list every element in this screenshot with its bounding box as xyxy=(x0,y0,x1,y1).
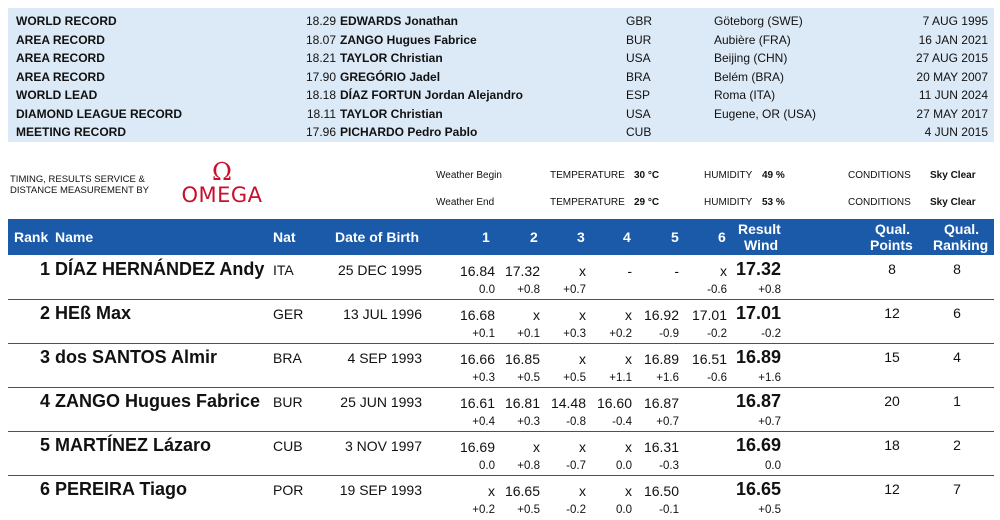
attempt-4-wind: +1.1 xyxy=(609,372,632,384)
attempt-6-mark: x xyxy=(720,263,727,279)
results-header xyxy=(8,219,994,255)
athlete-dob: 13 JUL 1996 xyxy=(343,306,422,322)
qual-ranking: 4 xyxy=(953,349,961,365)
best-result: 16.89 xyxy=(735,347,781,367)
attempt-4-mark: 16.60 xyxy=(596,395,632,411)
humidity-begin-value: 49 % xyxy=(762,170,785,181)
record-date: 27 AUG 2015 xyxy=(915,51,988,65)
record-date: 11 JUN 2024 xyxy=(918,88,988,102)
attempt-2-wind: +0.8 xyxy=(517,460,540,472)
conditions-value xyxy=(930,170,976,181)
athlete-nat: POR xyxy=(273,482,304,498)
attempt-3-wind: +0.7 xyxy=(563,284,586,296)
athlete-rank: 6 xyxy=(39,479,50,499)
attempt-3-wind: +0.3 xyxy=(563,328,586,340)
record-holder: PICHARDO Pedro Pablo xyxy=(340,125,478,139)
attempt-5-wind: -0.9 xyxy=(659,328,679,340)
attempt-1-mark: x xyxy=(488,483,495,499)
attempt-3-mark: x xyxy=(579,263,586,279)
records-table xyxy=(8,8,994,142)
attempt-4-wind: 0.0 xyxy=(616,504,632,516)
attempt-1-mark: 16.84 xyxy=(459,263,495,279)
attempt-5-wind: +1.6 xyxy=(656,372,679,384)
record-venue: Göteborg (SWE) xyxy=(714,14,803,28)
record-nat: GBR xyxy=(626,14,653,28)
header-attempt-5: 5 xyxy=(671,229,679,245)
attempt-4-mark: x xyxy=(625,307,632,323)
attempt-5-mark: 16.92 xyxy=(643,307,679,323)
header-attempt-4: 4 xyxy=(623,229,631,245)
header-qual-ranking-2: Ranking xyxy=(933,237,989,253)
temperature-value xyxy=(634,197,659,208)
best-result: 16.69 xyxy=(735,435,781,455)
best-result-wind: +0.8 xyxy=(758,284,781,296)
humidity-label: HUMIDITY xyxy=(704,197,753,208)
attempt-2-wind: +0.5 xyxy=(517,504,540,516)
record-nat: BRA xyxy=(626,69,651,84)
qual-ranking: 1 xyxy=(953,393,961,409)
qual-points: 12 xyxy=(884,481,900,497)
qual-points: 8 xyxy=(888,261,896,277)
omega-symbol-icon: Ω xyxy=(212,158,232,186)
athlete-nat: ITA xyxy=(273,262,294,278)
record-row xyxy=(8,67,994,86)
record-date: 4 JUN 2015 xyxy=(924,125,988,139)
attempt-6-wind: -0.6 xyxy=(707,372,727,384)
qual-ranking: 2 xyxy=(953,437,961,453)
best-result-wind: +1.6 xyxy=(758,372,781,384)
record-date: 27 MAY 2017 xyxy=(916,106,988,121)
best-result-wind: 0.0 xyxy=(765,460,781,472)
record-nat: ESP xyxy=(626,88,651,102)
header-result: Result xyxy=(738,221,781,237)
record-holder: DÍAZ FORTUN Jordan Alejandro xyxy=(340,88,523,102)
humidity-label: HUMIDITY xyxy=(704,170,753,181)
attempt-1-mark: 16.61 xyxy=(459,395,495,411)
athlete-dob: 19 SEP 1993 xyxy=(339,482,422,498)
attempt-2-mark: 17.32 xyxy=(504,263,540,279)
attempt-6-wind: -0.6 xyxy=(707,284,727,296)
record-nat: USA xyxy=(626,51,651,65)
record-holder: TAYLOR Christian xyxy=(340,106,443,121)
record-mark: 17.90 xyxy=(305,69,336,84)
attempt-1-wind: 0.0 xyxy=(479,284,495,296)
conditions-label: CONDITIONS xyxy=(848,170,911,181)
record-type: DIAMOND LEAGUE RECORD xyxy=(16,106,183,121)
athlete-name: dos SANTOS Almir xyxy=(55,347,218,367)
attempt-4-wind: +0.2 xyxy=(609,328,632,340)
result-row xyxy=(8,388,994,432)
humidity-value xyxy=(762,170,785,181)
attempt-2-mark: 16.85 xyxy=(504,351,540,367)
attempt-5-mark: - xyxy=(674,263,679,279)
conditions-end-value: Sky Clear xyxy=(930,197,976,208)
humidity-end-value: 53 % xyxy=(762,197,785,208)
temperature-begin-value: 30 °C xyxy=(634,170,660,181)
qual-points: 12 xyxy=(884,305,900,321)
conditions-label: CONDITIONS xyxy=(848,197,911,208)
timing-label: TIMING, RESULTS SERVICE & DISTANCE MEASUREMENT BY xyxy=(10,174,150,196)
qual-points: 18 xyxy=(884,437,900,453)
weather-end-label: Weather End xyxy=(436,197,495,208)
record-row xyxy=(8,104,994,123)
temperature-label: TEMPERATURE xyxy=(550,197,625,208)
athlete-dob: 4 SEP 1993 xyxy=(347,350,422,366)
header-attempt-6: 6 xyxy=(718,229,726,245)
record-type: AREA RECORD xyxy=(16,69,105,84)
attempt-5-mark: 16.89 xyxy=(643,351,679,367)
athlete-rank: 1 xyxy=(39,259,50,279)
attempt-6-wind: -0.2 xyxy=(707,328,727,340)
qual-points: 15 xyxy=(884,349,900,365)
attempt-2-mark: x xyxy=(533,439,540,455)
header-attempt-1: 1 xyxy=(482,229,490,245)
attempt-1-mark: 16.66 xyxy=(459,351,495,367)
record-type: WORLD RECORD xyxy=(16,14,117,28)
attempt-3-wind: -0.7 xyxy=(566,460,586,472)
header-wind: Wind xyxy=(744,237,779,253)
athlete-dob: 25 JUN 1993 xyxy=(340,394,422,410)
attempt-6-mark: 17.01 xyxy=(691,307,727,323)
temperature-value xyxy=(634,170,659,181)
attempt-2-mark: x xyxy=(533,307,540,323)
best-result: 17.32 xyxy=(735,259,781,279)
record-venue: Eugene, OR (USA) xyxy=(714,106,817,121)
best-result: 16.65 xyxy=(735,479,781,499)
result-row xyxy=(8,256,994,300)
attempt-3-mark: 14.48 xyxy=(550,395,586,411)
record-venue: Beijing (CHN) xyxy=(714,51,788,65)
attempt-5-wind: +0.7 xyxy=(656,416,679,428)
record-holder: ZANGO Hugues Fabrice xyxy=(340,32,477,47)
athlete-nat: BRA xyxy=(273,350,302,366)
result-row xyxy=(8,432,994,476)
attempt-2-wind: +0.3 xyxy=(517,416,540,428)
attempt-2-wind: +0.8 xyxy=(517,284,540,296)
record-row xyxy=(8,85,994,104)
header-nat: Nat xyxy=(273,229,296,245)
athlete-name: HEß Max xyxy=(55,303,132,323)
attempt-4-mark: - xyxy=(627,263,632,279)
athlete-rank: 2 xyxy=(39,303,50,323)
header-attempt-2: 2 xyxy=(530,229,538,245)
attempt-3-wind: +0.5 xyxy=(563,372,586,384)
record-mark: 18.07 xyxy=(305,32,336,47)
best-result: 17.01 xyxy=(735,303,781,323)
best-result-wind: +0.7 xyxy=(758,416,781,428)
qual-ranking: 6 xyxy=(953,305,961,321)
attempt-2-mark: 16.65 xyxy=(504,483,540,499)
temperature-end-value: 29 °C xyxy=(634,197,660,208)
athlete-nat: CUB xyxy=(273,438,303,454)
omega-logo xyxy=(172,160,272,210)
athlete-rank: 3 xyxy=(39,347,50,367)
attempt-3-wind: -0.8 xyxy=(566,416,586,428)
header-qual-ranking-1: Qual. xyxy=(944,221,980,237)
attempt-1-wind: +0.3 xyxy=(472,372,495,384)
header-attempt-3: 3 xyxy=(577,229,585,245)
attempt-2-wind: +0.5 xyxy=(517,372,540,384)
athlete-name: MARTÍNEZ Lázaro xyxy=(55,435,212,455)
best-result-wind: -0.2 xyxy=(761,328,781,340)
attempt-4-mark: x xyxy=(625,351,632,367)
record-mark: 18.11 xyxy=(306,106,336,121)
athlete-nat: BUR xyxy=(273,394,303,410)
attempt-1-wind: +0.1 xyxy=(472,328,495,340)
attempt-3-wind: -0.2 xyxy=(566,504,586,516)
record-mark: 18.29 xyxy=(305,14,336,28)
athlete-nat: GER xyxy=(273,306,304,322)
header-rank: Rank xyxy=(14,229,49,245)
attempt-1-wind: +0.2 xyxy=(472,504,495,516)
record-venue: Roma (ITA) xyxy=(714,88,776,102)
attempt-5-wind: -0.1 xyxy=(659,504,679,516)
result-row xyxy=(8,344,994,388)
temperature-label: TEMPERATURE xyxy=(550,170,625,181)
record-mark: 17.96 xyxy=(305,125,336,139)
record-row xyxy=(8,30,994,49)
record-venue: Aubière (FRA) xyxy=(714,32,791,47)
attempt-3-mark: x xyxy=(579,483,586,499)
record-mark: 18.21 xyxy=(305,51,336,65)
athlete-rank: 5 xyxy=(39,435,50,455)
attempt-1-wind: 0.0 xyxy=(479,460,495,472)
attempt-2-mark: 16.81 xyxy=(504,395,540,411)
header-qual-points-2: Points xyxy=(870,237,913,253)
record-type: MEETING RECORD xyxy=(16,125,127,139)
record-nat: CUB xyxy=(626,125,652,139)
record-date: 7 AUG 1995 xyxy=(922,14,988,28)
athlete-dob: 3 NOV 1997 xyxy=(344,438,422,454)
attempt-3-mark: x xyxy=(579,351,586,367)
record-mark: 18.18 xyxy=(305,88,336,102)
attempt-3-mark: x xyxy=(579,439,586,455)
best-result: 16.87 xyxy=(735,391,781,411)
record-row xyxy=(8,11,994,30)
attempt-4-mark: x xyxy=(625,439,632,455)
athlete-rank: 4 xyxy=(39,391,50,411)
record-row xyxy=(8,48,994,67)
weather-begin-label: Weather Begin xyxy=(436,170,502,181)
record-holder: EDWARDS Jonathan xyxy=(340,14,459,28)
attempt-1-mark: 16.69 xyxy=(459,439,495,455)
best-result-wind: +0.5 xyxy=(758,504,781,516)
record-nat: USA xyxy=(626,106,651,121)
attempt-2-wind: +0.1 xyxy=(517,328,540,340)
attempt-5-mark: 16.31 xyxy=(643,439,679,455)
athlete-name: DÍAZ HERNÁNDEZ Andy xyxy=(55,259,265,279)
record-date: 16 JAN 2021 xyxy=(918,32,988,47)
result-row xyxy=(8,476,994,520)
record-nat: BUR xyxy=(626,32,652,47)
record-date: 20 MAY 2007 xyxy=(916,69,988,84)
attempt-5-mark: 16.87 xyxy=(643,395,679,411)
record-type: AREA RECORD xyxy=(16,51,105,65)
conditions-value xyxy=(930,197,976,208)
athlete-name: ZANGO Hugues Fabrice xyxy=(55,391,261,411)
record-venue: Belém (BRA) xyxy=(714,69,785,84)
omega-wordmark: OMEGA xyxy=(181,183,263,207)
humidity-value xyxy=(762,197,785,208)
result-row xyxy=(8,300,994,344)
qual-ranking: 8 xyxy=(953,261,961,277)
record-type: AREA RECORD xyxy=(16,32,105,47)
header-dob: Date of Birth xyxy=(335,229,419,245)
attempt-6-mark: 16.51 xyxy=(691,351,727,367)
header-qual-points-1: Qual. xyxy=(875,221,911,237)
qual-ranking: 7 xyxy=(953,481,961,497)
attempt-4-wind: 0.0 xyxy=(616,460,632,472)
record-holder: GREGÓRIO Jadel xyxy=(340,69,441,84)
attempt-4-wind: -0.4 xyxy=(612,416,632,428)
attempt-5-wind: -0.3 xyxy=(659,460,679,472)
record-holder: TAYLOR Christian xyxy=(340,51,443,65)
athlete-dob: 25 DEC 1995 xyxy=(337,262,422,278)
record-row xyxy=(8,122,994,141)
header-name: Name xyxy=(55,229,94,245)
attempt-5-mark: 16.50 xyxy=(643,483,679,499)
attempt-4-mark: x xyxy=(625,483,632,499)
conditions-begin-value: Sky Clear xyxy=(930,170,976,181)
record-type: WORLD LEAD xyxy=(16,88,98,102)
attempt-1-mark: 16.68 xyxy=(459,307,495,323)
attempt-3-mark: x xyxy=(579,307,586,323)
attempt-1-wind: +0.4 xyxy=(472,416,495,428)
athlete-name: PEREIRA Tiago xyxy=(55,479,188,499)
qual-points: 20 xyxy=(884,393,900,409)
